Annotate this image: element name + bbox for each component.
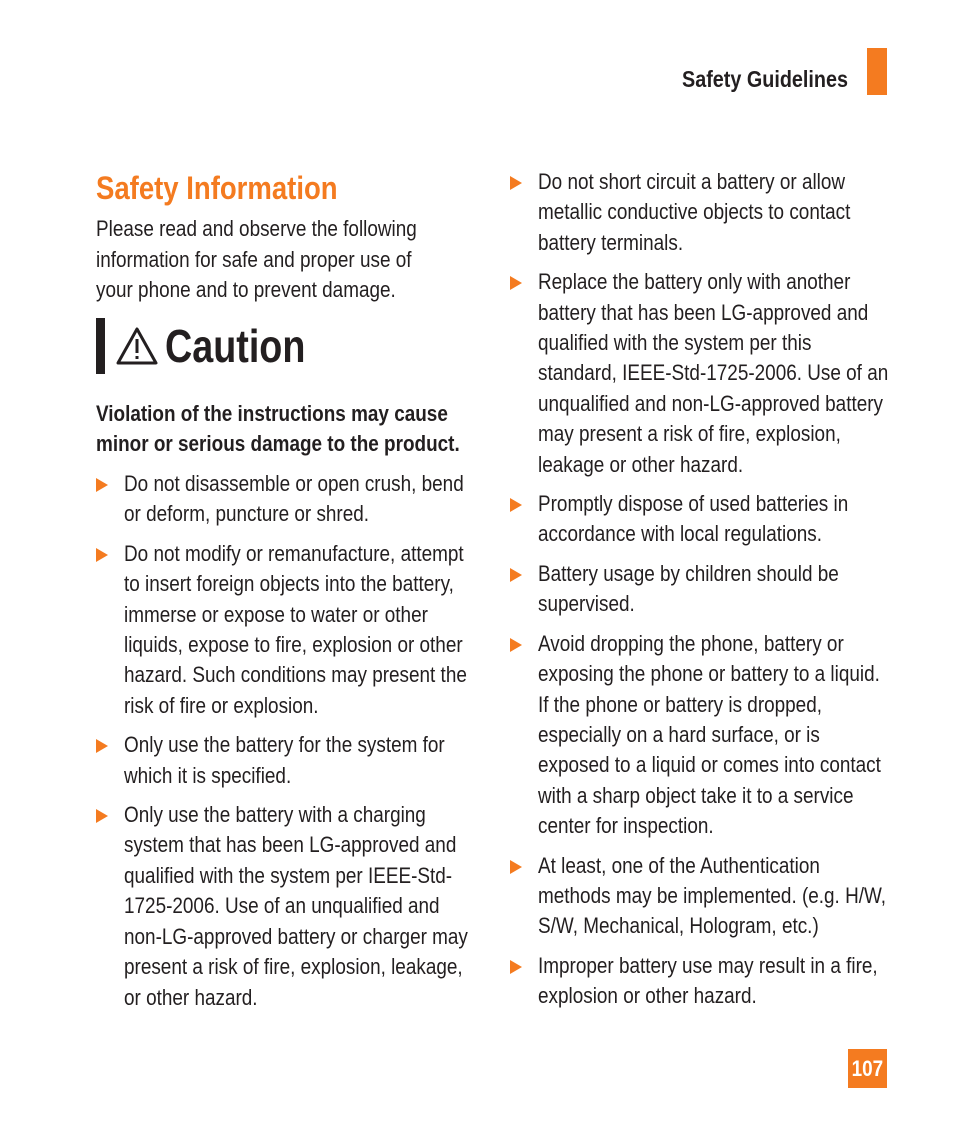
arrow-bullet-icon [96,548,108,562]
caution-warning: Violation of the instructions may cause minor or serious damage to the product. [96,401,460,456]
caution-bar [96,318,105,374]
warning-triangle-icon [115,326,159,366]
page-number: 107 [848,1049,887,1088]
arrow-bullet-icon [510,498,522,512]
header-title: Safety Guidelines [682,66,848,92]
list-item: Replace the battery only with another battery that has been LG-approved and qualified with the system per this standard, IEEE-Std-1725-2006. Use of an unqualified and non-LG-approved battery may present a risk of fire, explosion, leakage or other hazard. [510,267,950,480]
arrow-bullet-icon [510,638,522,652]
list-item: Only use the battery with a charging system that has been LG-approved and qualified with the system per IEEE-Std-1725-2006. Use of an unqualified and non-LG-approved battery or charger may present a risk of fire, explosion, leakage, or other hazard. [96,800,536,1013]
list-item: Improper battery use may result in a fire, explosion or other hazard. [510,951,950,1012]
list-item: Do not short circuit a battery or allow metallic conductive objects to contact battery terminals. [510,167,950,258]
caution-label: Caution [165,320,306,372]
list-item: Avoid dropping the phone, battery or exposing the phone or battery to a liquid. If the phone or battery is dropped, especially on a hard surface, or is exposed to a liquid or comes into contact with a sharp object take it to a service center for inspection. [510,629,950,842]
list-item: Promptly dispose of used batteries in accordance with local regulations. [510,489,950,550]
list-item: At least, one of the Authentication methods may be implemented. (e.g. H/W, S/W, Mechanical, Hologram, etc.) [510,851,950,942]
arrow-bullet-icon [510,860,522,874]
list-item: Do not modify or remanufacture, attempt to insert foreign objects into the battery, immerse or expose to water or other liquids, expose to fire, explosion or other hazard. Such conditions may present the risk of fire or explosion. [96,539,536,721]
bullet-list-right [510,167,950,1012]
arrow-bullet-icon [510,176,522,190]
header-accent-bar [867,48,887,95]
bullet-list-left [96,469,536,1013]
arrow-bullet-icon [96,478,108,492]
arrow-bullet-icon [96,809,108,823]
list-item: Do not disassemble or open crush, bend or deform, puncture or shred. [96,469,536,530]
arrow-bullet-icon [96,739,108,753]
section-title: Safety Information [96,170,338,206]
list-item: Battery usage by children should be supervised. [510,559,950,620]
intro-paragraph: Please read and observe the following information for safe and proper use of your phone and to prevent damage. [96,216,417,302]
list-item: Only use the battery for the system for which it is specified. [96,730,536,791]
arrow-bullet-icon [510,276,522,290]
arrow-bullet-icon [510,960,522,974]
arrow-bullet-icon [510,568,522,582]
caution-heading [96,318,336,374]
